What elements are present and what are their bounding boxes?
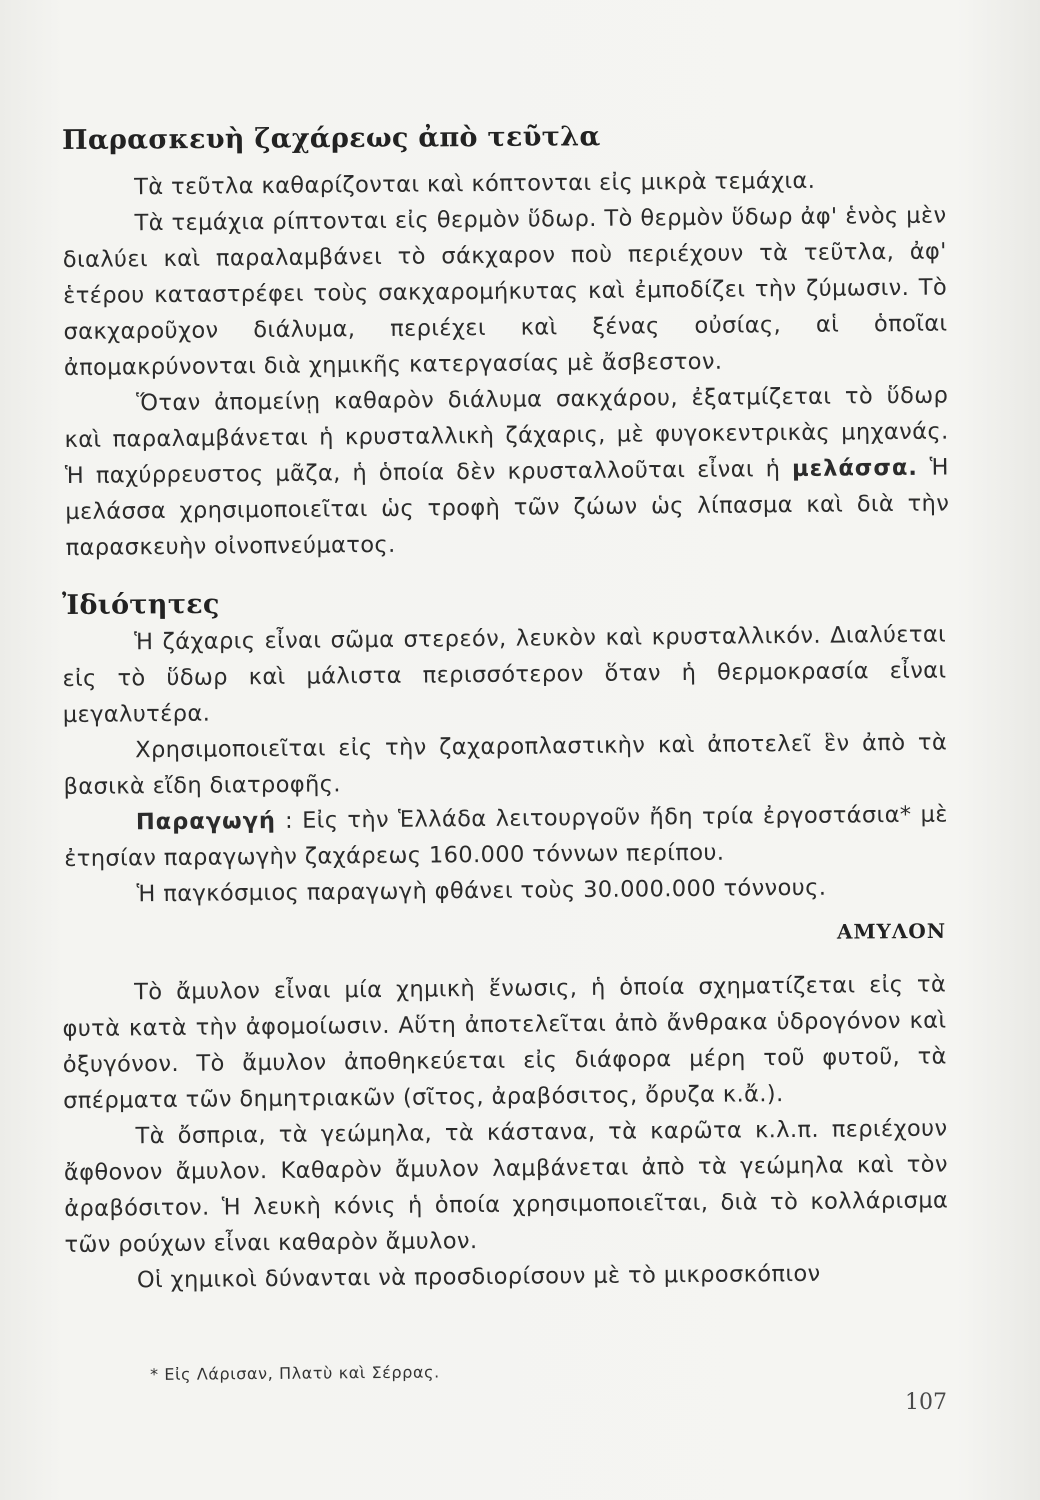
term-molasses: μελάσσα. bbox=[791, 454, 919, 483]
paragraph-10: Οἱ χημικοὶ δύνανται νὰ προσδιορίσουν μὲ τὸ μικροσκόπιον bbox=[136, 1260, 821, 1294]
paragraph-3-end: Ἡ μελάσσα χρησιμοποιεῖται ὡς τροφὴ τῶν ζώων ὡς λίπασμα καὶ διὰ τὴν παρασκευὴν οἰνοπνεύματος. bbox=[65, 454, 950, 561]
paragraph-5: Χρησιμοποιεῖται εἰς τὴν ζαχαροπλαστικὴν καὶ ἀποτελεῖ ἓν ἀπὸ τὰ βασικὰ εἴδη διατροφῆς. bbox=[63, 729, 948, 800]
paragraph-3-start: Ὅταν ἀπομείνῃ καθαρὸν διάλυμα σακχάρου, ἐξατμίζεται τὸ ὕδωρ καὶ παραλαμβάνεται ἡ κρυσταλλικὴ ζάχαρις, μὲ φυγοκεντρικὰς μηχανάς. Ἡ παχύρρευστος μᾶζα, ἡ ὁποία δὲν κρυσταλλοῦται εἶναι ἡ bbox=[64, 382, 949, 489]
production-text: : Εἰς τὴν Ἑλλάδα λειτουργοῦν ἤδη τρία ἐργοστάσια* μὲ ἐτησίαν παραγωγὴν ζαχάρεως 160.000 τόννων περίπου. bbox=[64, 801, 948, 872]
paragraph-2: Τὰ τεμάχια ρίπτονται εἰς θερμὸν ὕδωρ. Τὸ θερμὸν ὕδωρ ἀφ' ἑνὸς μὲν διαλύει καὶ παραλαμβάνει τὸ σάκχαρον ποὺ περιέχουν τὰ τεῦτλα, ἀφ' ἑτέρου καταστρέφει τοὺς σακχαρομήκυτας καὶ ἐμποδίζει τὴν ζύμωσιν. Τὸ σακχαροῦχον διάλυμα, περιέχει καὶ ξένας οὐσίας, αἱ ὁποῖαι ἀπομακρύνονται διὰ χημικῆς κατεργασίας μὲ ἄσβεστον. bbox=[62, 202, 948, 381]
paragraph-7: Ἡ παγκόσμιος παραγωγὴ φθάνει τοὺς 30.000.000 τόννους. bbox=[136, 874, 827, 908]
section-title-properties: Ἰδιότητες bbox=[62, 588, 220, 621]
paragraph-8: Τὸ ἄμυλον εἶναι μία χημικὴ ἕνωσις, ἡ ὁποία σχηματίζεται εἰς τὰ φυτὰ κατὰ τὴν ἀφομοίωσιν. Αὕτη ἀποτελεῖται ἀπὸ ἄνθρακα ὑδρογόνον καὶ ὀξυγόνον. Τὸ ἄμυλον ἀποθηκεύεται εἰς διάφορα μέρη τοῦ φυτοῦ, τὰ σπέρματα τῶν δημητριακῶν (σῖτος, ἀραβόσιτος, ὄρυζα κ.ἄ.). bbox=[62, 971, 947, 1114]
paragraph-9: Τὰ ὄσπρια, τὰ γεώμηλα, τὰ κάστανα, τὰ καρῶτα κ.λ.π. περιέχουν ἄφθονον ἄμυλον. Καθαρὸν ἄμυλον λαμβάνεται ἀπὸ τὰ γεώμηλα καὶ τὸν ἀραβόσιτον. Ἡ λευκὴ κόνις ἡ ὁποία χρησιμοποιεῖται, διὰ τὸ κολλάρισμα τῶν ρούχων εἶναι καθαρὸν ἄμυλον. bbox=[63, 1115, 949, 1258]
section-title-sugar-from-beets: Παρασκευὴ ζαχάρεως ἀπὸ τεῦτλα bbox=[62, 121, 601, 156]
paragraph-1: Τὰ τεῦτλα καθαρίζονται καὶ κόπτονται εἰς μικρὰ τεμάχια. bbox=[134, 167, 816, 201]
page-number: 107 bbox=[905, 1390, 947, 1415]
starch-text bbox=[62, 967, 949, 1299]
sugar-production-text bbox=[62, 162, 950, 566]
properties-text bbox=[62, 617, 949, 913]
footnote: * Εἰς Λάρισαν, Πλατὺ καὶ Σέρρας. bbox=[150, 1362, 440, 1384]
paragraph-6 bbox=[64, 797, 949, 877]
term-production: Παραγωγή bbox=[135, 807, 277, 836]
section-title-starch: ΑΜΥΛΟΝ bbox=[836, 918, 947, 944]
paragraph-4: Ἡ ζάχαρις εἶναι σῶμα στερεόν, λευκὸν καὶ κρυσταλλικόν. Διαλύεται εἰς τὸ ὕδωρ καὶ μάλιστα περισσότερον ὅταν ἡ θερμοκρασία εἶναι μεγαλυτέρα. bbox=[62, 621, 947, 728]
paragraph-3 bbox=[64, 378, 950, 566]
